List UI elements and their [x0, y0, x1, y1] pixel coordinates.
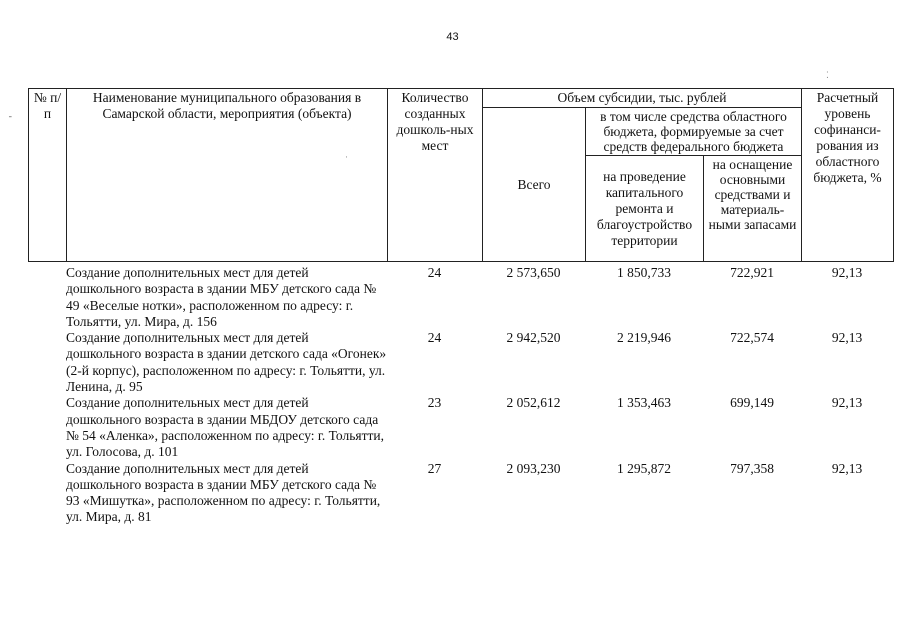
row-count: 24 — [427, 265, 442, 280]
row-total: 2 942,520 — [506, 330, 561, 346]
row-level: 92,13 — [831, 330, 863, 346]
table-row — [28, 461, 893, 526]
row-total: 2 573,650 — [506, 265, 561, 280]
header-name: Наименование муниципального образования в Самарской области, мероприятия (объекта) — [67, 89, 388, 262]
row-capital: 1 295,872 — [617, 460, 671, 476]
row-num — [28, 461, 66, 526]
row-num — [28, 330, 66, 395]
row-num — [28, 265, 66, 330]
row-name: Создание дополнительных мест для детей дошкольного возраста в здании МБУ детского сада № 49 «Веселые нотки», расположенном по адресу: г. Тольятти, ул. Мира, д. 156 — [66, 265, 377, 329]
row-capital: 1 850,733 — [617, 265, 671, 280]
row-level: 92,13 — [831, 395, 863, 411]
row-num — [28, 395, 66, 460]
row-name: Создание дополнительных мест для детей дошкольного возраста в здании детского сада «Огонек» (2-й корпус), расположенном по адресу: г. Тольятти, ул. Ленина, д. 95 — [66, 330, 387, 395]
table-row — [28, 395, 893, 460]
row-count: 23 — [427, 395, 442, 411]
row-equipment: 797,358 — [730, 460, 774, 476]
row-count: 27 — [427, 460, 442, 476]
header-capital: на проведение капитального ремонта и благоустройство территории — [586, 156, 704, 262]
header-level: Расчетный уровень софинанси-рования из областного бюджета, % — [802, 89, 894, 262]
row-name: Создание дополнительных мест для детей дошкольного возраста в здании МБДОУ детского сада № 54 «Аленка», расположенном по адресу: г. Тольятти, ул. Голосова, д. 101 — [66, 395, 384, 460]
table-row — [28, 265, 893, 330]
table-row — [28, 330, 893, 395]
row-equipment: 722,574 — [730, 330, 774, 346]
row-count: 24 — [427, 330, 442, 346]
row-name: Создание дополнительных мест для детей дошкольного возраста в здании МБУ детского сада № 93 «Мишутка», расположенном по адресу: г. Тольятти, ул. Мира, д. 81 — [66, 460, 381, 525]
header-total: Всего — [483, 108, 586, 262]
table-header — [28, 88, 894, 262]
header-num: № п/п — [29, 89, 67, 262]
scan-speck: ⁃ — [8, 112, 13, 122]
header-subsidy: Объем субсидии, тыс. рублей — [483, 89, 802, 108]
row-equipment: 699,149 — [730, 395, 774, 411]
row-total: 2 052,612 — [506, 395, 561, 411]
row-equipment: 722,921 — [730, 265, 774, 280]
scan-speck: · — [345, 152, 348, 162]
row-total: 2 093,230 — [506, 460, 561, 476]
header-count: Количество созданных дошколь-ных мест — [388, 89, 483, 262]
table-body — [28, 265, 893, 526]
row-level: 92,13 — [831, 460, 863, 476]
row-level: 92,13 — [831, 265, 863, 280]
row-capital: 2 219,946 — [617, 330, 671, 346]
page-number: 43 — [446, 31, 459, 43]
header-including: в том числе средства областного бюджета, формируемые за счет средств федерального бюджета — [586, 108, 802, 156]
header-equipment: на оснащение основными средствами и материаль-ными запасами — [704, 156, 802, 262]
scan-speck: ⁚ — [826, 70, 829, 80]
row-capital: 1 353,463 — [617, 395, 671, 411]
